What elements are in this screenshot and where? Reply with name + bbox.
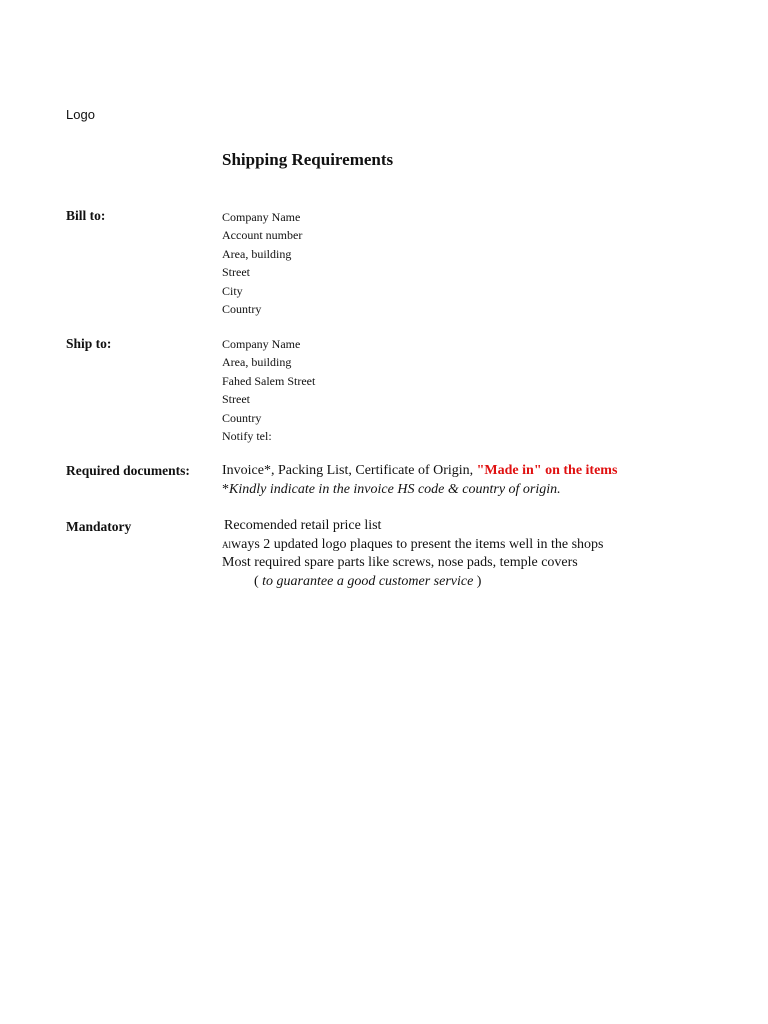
made-in-highlight: "Made in" on the items [476, 463, 618, 478]
mandatory-item-price-list: Recomended retail price list [224, 518, 382, 533]
ship-to-street-name: Fahed Salem Street [222, 373, 316, 388]
required-documents-note [222, 481, 617, 500]
required-documents-label: Required documents: [66, 463, 190, 478]
bill-to-street: Street [222, 265, 250, 280]
mandatory-label: Mandatory [66, 519, 132, 534]
bill-to-label: Bill to: [66, 208, 106, 223]
note-star: * [222, 481, 229, 497]
ship-to-label: Ship to: [66, 336, 112, 351]
ship-to-area: Area, building [222, 355, 292, 370]
mandatory-note [222, 573, 604, 592]
mandatory-item-spare-parts: Most required spare parts like screws, nose pads, temple covers [222, 555, 578, 570]
note-italic-text: to guarantee a good customer service [262, 573, 474, 589]
required-documents-text [222, 462, 617, 499]
logo-placeholder: Logo [66, 107, 95, 122]
item2-rest: ways 2 updated logo plaques to present the items well in the shops [231, 536, 604, 552]
ship-to-country: Country [222, 410, 262, 425]
required-documents-list [222, 462, 617, 481]
note-open: ( [254, 573, 263, 589]
item2-prefix: Al [222, 539, 231, 550]
bill-to-account: Account number [222, 228, 303, 243]
bill-to-area: Area, building [222, 246, 292, 261]
ship-to-street: Street [222, 392, 250, 407]
page-title: Shipping Requirements [222, 150, 394, 169]
note-close: ) [473, 573, 482, 589]
bill-to-company: Company Name [222, 210, 301, 224]
ship-to-address [222, 335, 315, 445]
bill-to-city: City [222, 283, 243, 298]
ship-to-company: Company Name [222, 337, 301, 351]
documents-plain: Invoice*, Packing List, Certificate of Origin, [222, 463, 477, 478]
ship-to-notify-tel: Notify tel: [222, 429, 272, 444]
bill-to-country: Country [222, 302, 262, 317]
note-italic: Kindly indicate in the invoice HS code & country of origin. [229, 481, 561, 497]
bill-to-address [222, 208, 302, 318]
mandatory-item-logo-plaques [222, 536, 604, 555]
mandatory-list [222, 517, 604, 591]
